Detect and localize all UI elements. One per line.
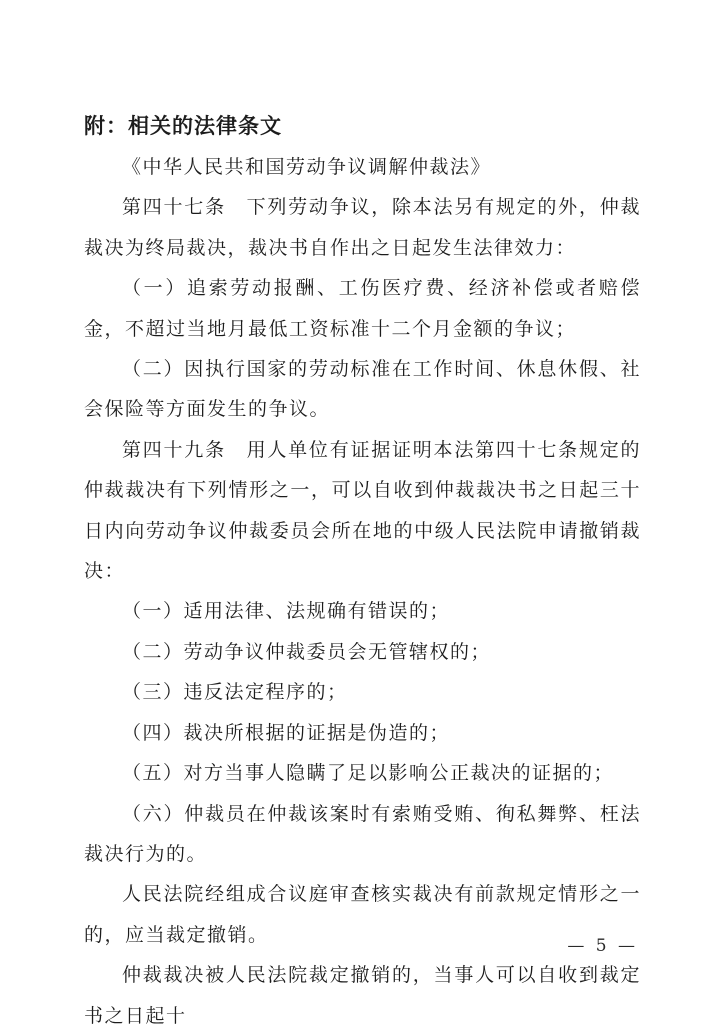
article-49-item-2: （二）劳动争议仲裁委员会无管辖权的；: [122, 640, 492, 663]
law-title-paragraph: 《中华人民共和国劳动争议调解仲裁法》: [122, 156, 492, 178]
article-49-item-6: （六）仲裁员在仲裁该案时有索贿受贿、徇私舞弊、枉法裁决行为的。: [84, 802, 641, 865]
document-body: [84, 106, 641, 1036]
appendix-heading: 附：相关的法律条文: [84, 114, 282, 138]
revoked-award-paragraph: 仲裁裁决被人民法院裁定撤销的，当事人可以自收到裁定书之日起十: [84, 964, 641, 1027]
article-49-item-3: （三）违反法定程序的；: [122, 681, 348, 704]
article-49-item-5: （五）对方当事人隐瞒了足以影响公正裁决的证据的；: [122, 762, 615, 785]
article-47-item-2: （二）因执行国家的劳动标准在工作时间、休息休假、社会保险等方面发生的争议。: [84, 358, 641, 421]
article-49-item-1: （一）适用法律、法规确有错误的；: [122, 600, 451, 623]
page-number: — 5 —: [567, 936, 638, 956]
article-47-item-1: （一）追索劳动报酬、工伤医疗费、经济补偿或者赔偿金，不超过当地月最低工资标准十二个月金额的争议；: [84, 277, 641, 340]
article-47-paragraph: 第四十七条 下列劳动争议，除本法另有规定的外，仲裁裁决为终局裁决，裁决书自作出之日起发生法律效力：: [84, 196, 641, 259]
article-49-paragraph: 第四十九条 用人单位有证据证明本法第四十七条规定的仲裁裁决有下列情形之一，可以自收到仲裁裁决书之日起三十日内向劳动争议仲裁委员会所在地的中级人民法院申请撤销裁决：: [84, 438, 641, 583]
court-review-paragraph: 人民法院经组成合议庭审查核实裁决有前款规定情形之一的，应当裁定撤销。: [84, 883, 641, 946]
article-49-item-4: （四）裁决所根据的证据是伪造的；: [122, 721, 451, 744]
